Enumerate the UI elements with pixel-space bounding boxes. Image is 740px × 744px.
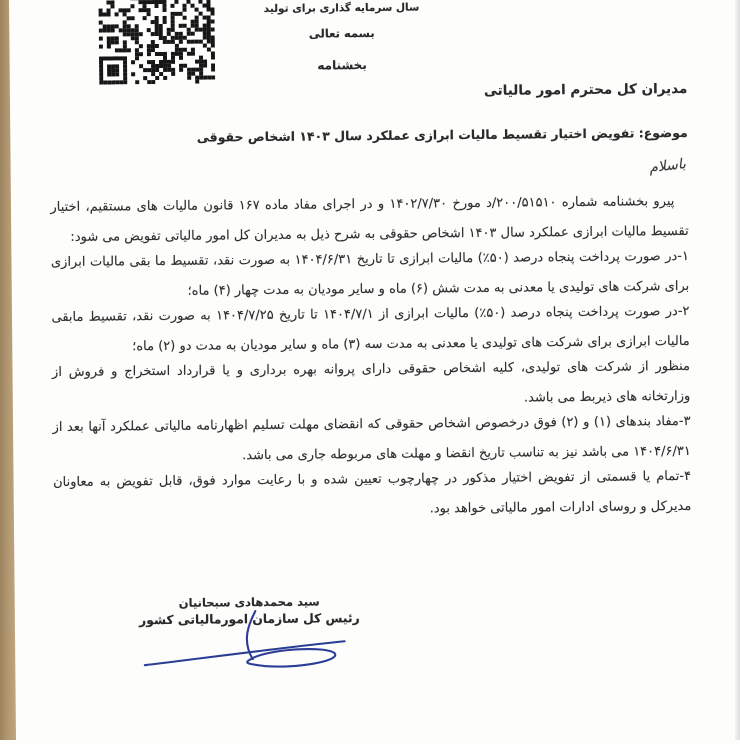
signature-block <box>130 594 368 627</box>
letter-body <box>50 187 691 523</box>
document-type-label: بخشنامه <box>235 57 449 73</box>
photo-right-edge <box>735 0 740 740</box>
paragraph-item-1: ۱-در صورت پرداخت پنجاه درصد (۵۰٪) مالیات ابرازی تا تاریخ ۱۴۰۴/۶/۳۱ به صورت نقد، تقسیط ما بقی مالیات ابرازی برای شرکت های تولیدی یا معدنی به مدت شش (۶) ماه و سایر مودیان به مدت چهار (۴) ماه؛ <box>51 242 690 308</box>
paragraph-item-2: ۲-در صورت پرداخت پنجاه درصد (۵۰٪) مالیات ابرازی از ۱۴۰۴/۷/۱ تا تاریخ ۱۴۰۴/۷/۲۵ به صورت نقد، تقسیط مابقی مالیات ابرازی برای شرکت های تولیدی یا معدنی به مدت سه (۳) ماه و سایر مودیان به مدت دو (۲) ماه؛ <box>51 297 690 363</box>
handwritten-salutation: باسلام <box>648 156 687 176</box>
paragraph-item-3: ۳-مفاد بندهای (۱) و (۲) فوق درخصوص اشخاص حقوقی که انقضای مهلت تسلیم اظهارنامه مالیاتی عملکرد آنها بعد از ۱۴۰۴/۶/۳۱ می باشد نیز به تناسب تاریخ انقضا و مهلت های مربوطه جاری می باشد. <box>52 407 691 473</box>
signer-name: سید محمدهادی سبحانیان <box>130 594 368 610</box>
addressee-line: مدیران کل محترم امور مالیاتی <box>49 81 687 103</box>
bismillah: بسمه تعالی <box>235 25 449 41</box>
paragraph-item-4: ۴-تمام یا قسمتی از تفویض اختیار مذکور در چهارچوب تعیین شده و با رعایت موارد فوق، قابل تفویض به معاونان مدیرکل و روسای ادارات امور مالیاتی خواهد بود. <box>53 462 692 528</box>
paragraph-intro: پیرو بخشنامه شماره ۲۰۰/۵۱۵۱۰/د مورخ ۱۴۰۲/۷/۳۰ و در اجرای مفاد ماده ۱۶۷ قانون مالیات های مستقیم، اختیار تقسیط مالیات ابرازی عملکرد سال ۱۴۰۳ اشخاص حقوقی به شرح ذیل به مدیران کل امور مالیاتی تفویض می شود: <box>50 187 689 253</box>
qr-code-icon <box>98 0 215 85</box>
signer-title: رئیس کل سازمان امورمالیاتی کشور <box>130 611 368 627</box>
year-slogan: سال سرمایه گذاری برای تولید <box>234 1 448 15</box>
paragraph-definition: منظور از شرکت های تولیدی، کلیه اشخاص حقوقی دارای پروانه بهره برداری و یا قرارداد استخراج و فروش از وزارتخانه های ذیربط می باشد. <box>52 352 691 418</box>
subject-line: موضوع: تفویض اختیار تقسیط مالیات ابرازی عملکرد سال ۱۴۰۳ اشخاص حقوقی <box>50 125 688 146</box>
